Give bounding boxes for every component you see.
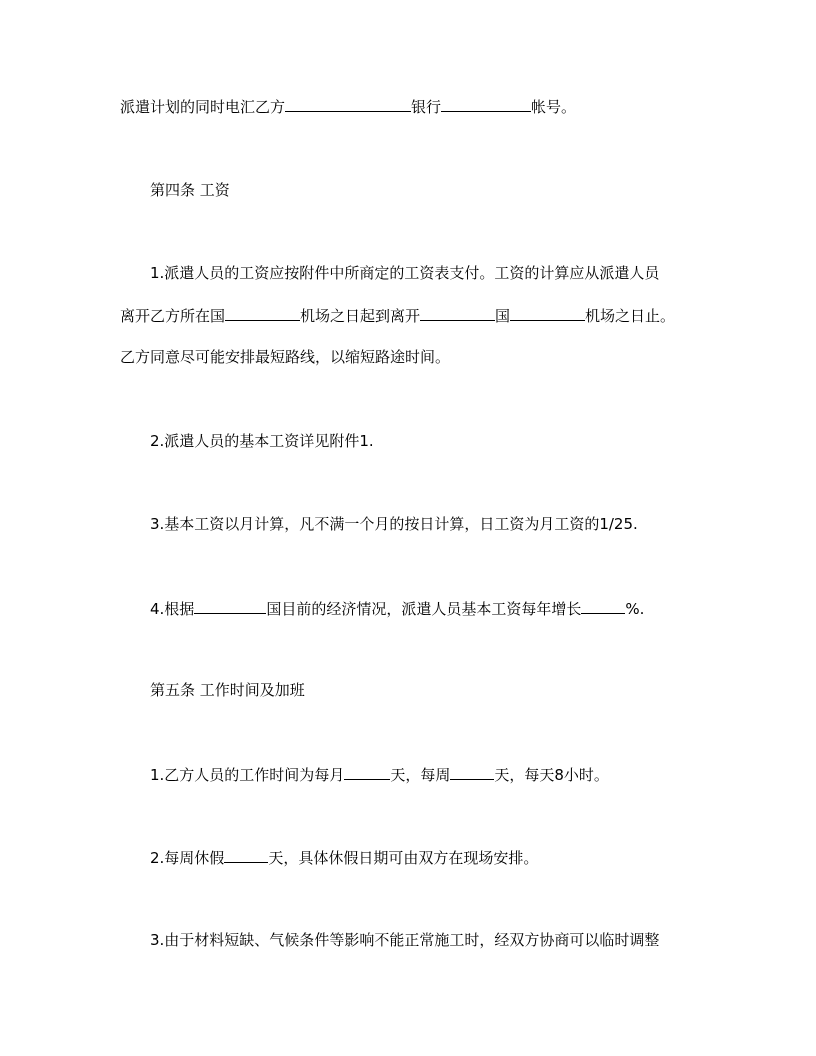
- fill-blank[interactable]: [194, 598, 266, 614]
- fill-blank[interactable]: [510, 305, 585, 321]
- text-segment: 天，具体休假日期可由双方在现场安排。: [268, 849, 539, 867]
- text-segment: 机场之日止。: [585, 307, 676, 325]
- paragraph-line: [150, 263, 659, 283]
- text-segment: 离开乙方所在国: [120, 307, 226, 325]
- text-segment: 银行: [411, 98, 442, 116]
- fill-blank[interactable]: [581, 598, 625, 614]
- text-segment: 4.根据: [150, 600, 195, 618]
- text-segment: 天，每周: [390, 766, 451, 784]
- text-segment: 3.基本工资以月计算，凡不满一个月的按日计算，日工资为月工资的1/25.: [150, 515, 638, 533]
- paragraph-line: [120, 305, 675, 325]
- fill-blank[interactable]: [441, 96, 531, 112]
- text-segment: 2.每周休假: [150, 849, 225, 867]
- fill-blank[interactable]: [225, 305, 300, 321]
- article-heading: [150, 680, 305, 700]
- paragraph-line: [150, 514, 638, 534]
- text-segment: 帐号。: [531, 98, 577, 116]
- paragraph-line: [150, 847, 538, 867]
- text-segment: 1.乙方人员的工作时间为每月: [150, 766, 345, 784]
- fill-blank[interactable]: [420, 305, 495, 321]
- paragraph-line: [150, 930, 659, 950]
- paragraph-line: [150, 764, 609, 784]
- fill-blank[interactable]: [224, 847, 268, 863]
- paragraph-line: [150, 431, 374, 451]
- text-segment: 国: [495, 307, 511, 325]
- fill-blank[interactable]: [450, 764, 494, 780]
- paragraph-line: [120, 347, 450, 367]
- text-segment: 1.派遣人员的工资应按附件中所商定的工资表支付。工资的计算应从派遣人员: [150, 264, 660, 282]
- heading-text: 第五条 工作时间及加班: [150, 681, 305, 699]
- text-segment: 2.派遣人员的基本工资详见附件1.: [150, 432, 374, 450]
- text-segment: 天，每天8小时。: [494, 766, 609, 784]
- paragraph-line: [150, 598, 644, 618]
- text-segment: 3.由于材料短缺、气候条件等影响不能正常施工时，经双方协商可以临时调整: [150, 931, 660, 949]
- heading-text: 第四条 工资: [150, 181, 230, 199]
- article-heading: [150, 180, 230, 200]
- text-segment: %.: [625, 600, 645, 618]
- paragraph-line: [120, 96, 576, 116]
- text-segment: 乙方同意尽可能安排最短路线，以缩短路途时间。: [120, 348, 451, 366]
- text-segment: 国目前的经济情况，派遣人员基本工资每年增长: [266, 600, 582, 618]
- text-segment: 机场之日起到离开: [300, 307, 421, 325]
- fill-blank[interactable]: [344, 764, 390, 780]
- fill-blank[interactable]: [285, 96, 411, 112]
- text-segment: 派遣计划的同时电汇乙方: [120, 98, 286, 116]
